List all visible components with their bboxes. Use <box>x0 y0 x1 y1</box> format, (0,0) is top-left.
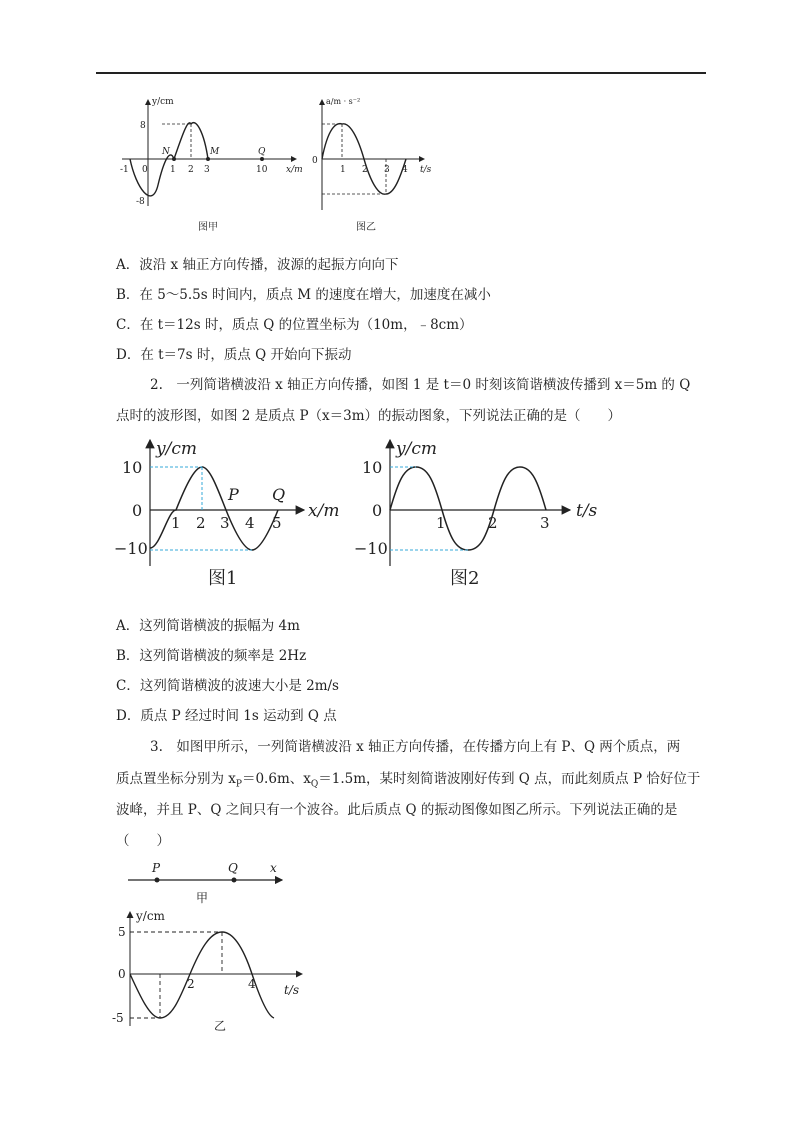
origin: 0 <box>312 156 318 166</box>
tick-y: 8 <box>140 121 146 131</box>
tick-y: 10 <box>122 458 143 477</box>
tick-x: 1 <box>170 165 176 175</box>
caption: 图甲 <box>198 222 218 233</box>
q3-fig-line <box>124 856 294 908</box>
point-m <box>206 157 210 161</box>
label-q: Q <box>228 861 238 875</box>
tick-y: 5 <box>118 925 126 939</box>
x-axis-label: x/m <box>308 501 340 521</box>
q3-stem-line-2: 质点置坐标分别为 $x_P=0.6m$、$x_Q=1.5m$，某时刻简谐波刚好传到 Q 点，而此刻质点 P 恰好位于 <box>116 771 701 790</box>
tick-x: 3 <box>384 165 390 175</box>
label-p: P <box>228 485 239 504</box>
tick-x: 2 <box>187 977 195 991</box>
tick-x: 4 <box>245 514 255 532</box>
tick-x: 2 <box>488 514 498 532</box>
tick-x: 2 <box>196 514 206 532</box>
point-p <box>155 878 160 883</box>
caption: 图乙 <box>356 222 376 233</box>
q3-fig-graph <box>110 906 310 1036</box>
tick-x: -1 <box>120 165 129 175</box>
tick-x: 1 <box>171 514 181 532</box>
tick-x: 2 <box>188 165 194 175</box>
header-rule <box>96 72 706 74</box>
label-q: Q <box>272 485 286 504</box>
tick-y: 0 <box>372 501 383 520</box>
tick-x: 3 <box>540 514 550 532</box>
y-axis-label: y/cm <box>152 97 174 107</box>
y-axis-label: y/cm <box>156 439 197 459</box>
x-axis-label: t/s <box>420 165 432 175</box>
tick-x: 1 <box>340 165 346 175</box>
q3-stem-line-3: 波峰，并且 P、Q 之间只有一个波谷。此后质点 Q 的振动图像如图乙所示。下列说法正确的是 <box>116 802 678 818</box>
point-q <box>260 157 264 161</box>
y-axis-label: y/cm <box>396 439 437 459</box>
tick-y: 0 <box>118 967 126 981</box>
q2-fig2 <box>350 434 610 594</box>
caption: 图2 <box>450 568 480 589</box>
tick-x: 3 <box>220 514 230 532</box>
q2-fig1 <box>110 434 350 594</box>
q2-stem-line-2: 点时的波形图，如图 2 是质点 P（x＝3m）的振动图象，下列说法正确的是（ ） <box>116 408 622 424</box>
x-axis-label: t/s <box>284 983 300 997</box>
tick-y: -8 <box>136 197 145 207</box>
x-axis-label: t/s <box>576 501 598 521</box>
tick-x: 10 <box>256 165 268 175</box>
tick-y: −10 <box>114 539 148 558</box>
q2-option-d: D．质点 P 经过时间 1s 运动到 Q 点 <box>116 708 337 724</box>
tick-y: 0 <box>132 501 143 520</box>
q1-option-b: B．在 5～5.5s 时间内，质点 M 的速度在增大，加速度在减小 <box>116 287 491 303</box>
q2-option-a: A．这列简谐横波的振幅为 4m <box>116 618 300 634</box>
point-n <box>172 157 176 161</box>
q2-option-b: B．这列简谐横波的频率是 2Hz <box>116 648 307 664</box>
label-p: P <box>152 861 161 875</box>
label-q: Q <box>258 147 266 157</box>
tick-y: −10 <box>354 539 388 558</box>
q2-stem-line-1: 2. 一列简谐横波沿 x 轴正方向传播，如图 1 是 t＝0 时刻该简谐横波传播到 x＝5m 的 Q <box>150 377 691 393</box>
caption: 甲 <box>196 891 209 905</box>
q3-stem-line-1: 3. 如图甲所示，一列简谐横波沿 x 轴正方向传播，在传播方向上有 P、Q 两个质点，两 <box>150 739 681 755</box>
tick-x: 2 <box>362 165 368 175</box>
q1-fig-a <box>112 88 312 240</box>
tick-x: 4 <box>248 977 256 991</box>
tick-x: 4 <box>402 165 408 175</box>
tick-x: 3 <box>204 165 210 175</box>
q1-fig-b <box>306 88 446 240</box>
tick-y: -5 <box>112 1011 124 1025</box>
tick-x: 5 <box>272 514 282 532</box>
label-m: M <box>210 147 220 157</box>
tick-y: 10 <box>362 458 383 477</box>
label-n: N <box>162 147 170 157</box>
y-axis-label: y/cm <box>136 909 165 923</box>
tick-x: 0 <box>142 165 148 175</box>
point-q <box>232 878 237 883</box>
x-axis-label: x/m <box>286 165 303 175</box>
q2-option-c: C．这列简谐横波的波速大小是 2m/s <box>116 678 339 694</box>
q3-stem-line-4: （ ） <box>116 833 170 849</box>
q1-option-a: A．波沿 x 轴正方向传播，波源的起振方向向下 <box>116 257 399 273</box>
q1-option-c: C．在 t＝12s 时，质点 Q 的位置坐标为（10m，﹣8cm） <box>116 317 473 333</box>
caption: 图1 <box>208 568 238 589</box>
y-axis-label: a/m · s⁻² <box>326 97 361 106</box>
tick-x: 1 <box>436 514 446 532</box>
q1-option-d: D．在 t＝7s 时，质点 Q 开始向下振动 <box>116 347 352 363</box>
axis-x-label: x <box>270 861 277 875</box>
caption: 乙 <box>214 1019 227 1033</box>
